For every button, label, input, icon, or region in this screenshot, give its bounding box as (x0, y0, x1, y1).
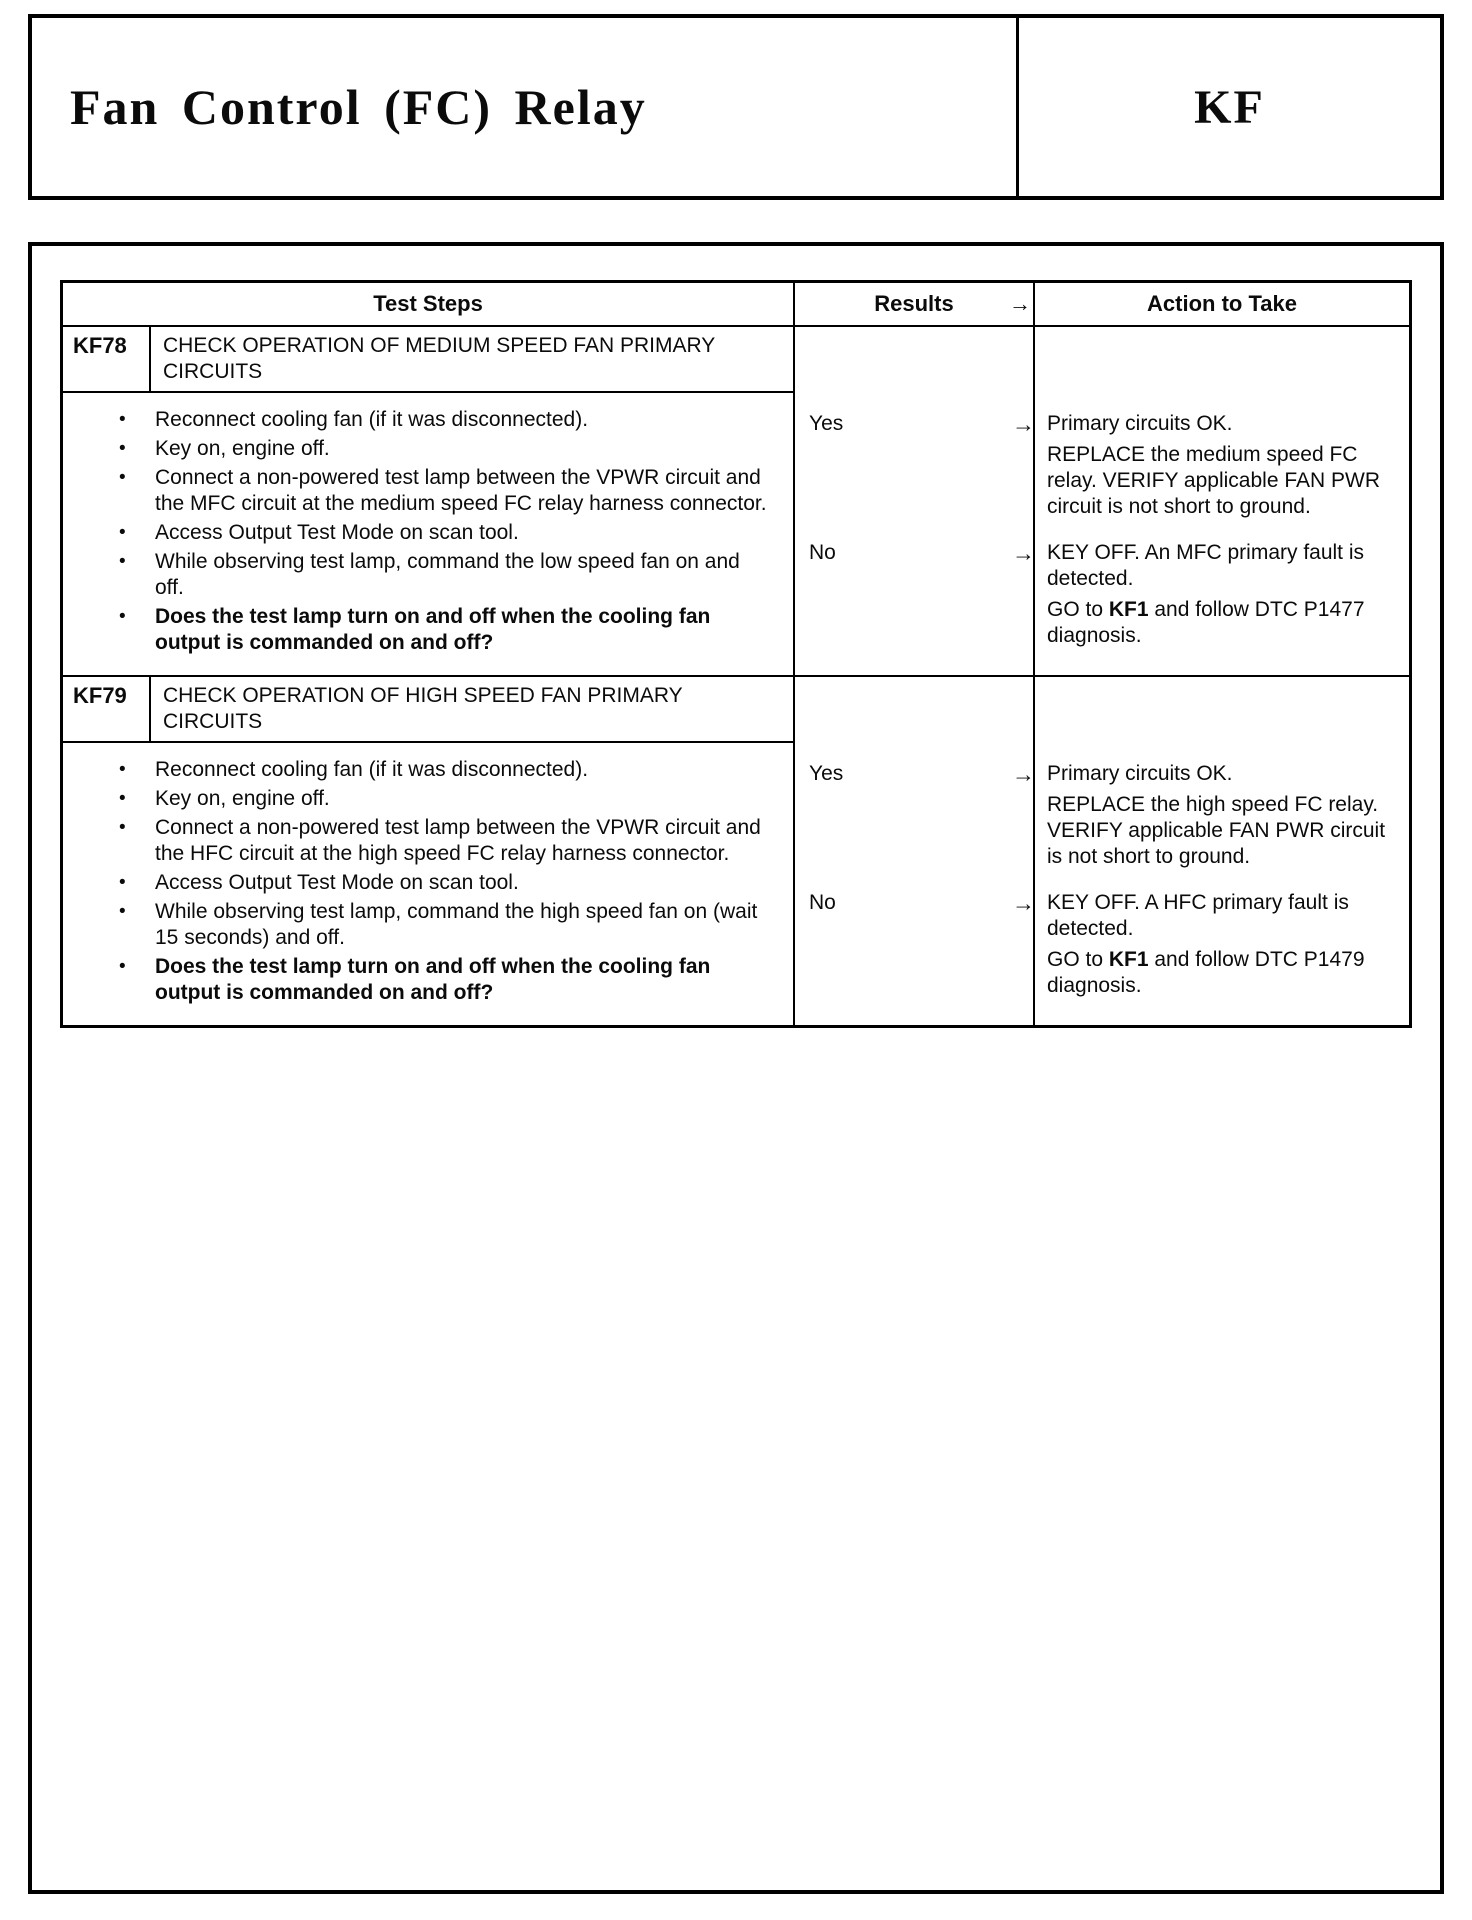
step-title: CHECK OPERATION OF MEDIUM SPEED FAN PRIMARY CIRCUITS (163, 334, 715, 383)
action-no (1033, 870, 1409, 999)
step-heading (63, 677, 793, 743)
bullet-icon: • (119, 522, 126, 543)
goto-step-ref: KF1 (1108, 598, 1149, 621)
step-text: Connect a non-powered test lamp between the VPWR circuit and the HFC circuit at the high speed FC relay harness connector. (155, 816, 761, 865)
list-item (63, 757, 767, 783)
action-goto-line (1047, 597, 1399, 649)
header-test-steps: Test Steps (373, 291, 483, 316)
code-cell (1016, 18, 1440, 196)
action-line: REPLACE the high speed FC relay. VERIFY applicable FAN PWR circuit is not short to ground. (1047, 793, 1386, 868)
step-text: Reconnect cooling fan (if it was disconnected). (155, 408, 589, 431)
list-item-question (63, 604, 767, 656)
bullet-icon: • (119, 872, 126, 893)
goto-step-ref: KF1 (1108, 948, 1149, 971)
step-question: Does the test lamp turn on and off when the cooling fan output is commanded on and off? (155, 605, 711, 654)
results-action-cell (793, 327, 1409, 675)
list-item-question (63, 954, 767, 1006)
step-text: Key on, engine off. (155, 787, 330, 810)
goto-prefix: GO to (1047, 598, 1109, 621)
result-no-label: No (809, 541, 836, 564)
steps-cell (63, 327, 793, 675)
result-yes-label: Yes (809, 412, 844, 435)
result-no (795, 870, 1033, 999)
list-item (63, 899, 767, 951)
step-text: While observing test lamp, command the low speed fan on and off. (155, 550, 740, 599)
action-yes (1033, 327, 1409, 520)
action-line: Primary circuits OK. (1047, 762, 1233, 785)
step-text: Access Output Test Mode on scan tool. (155, 521, 519, 544)
title-box (28, 14, 1444, 200)
step-text: Key on, engine off. (155, 437, 330, 460)
list-item (63, 436, 767, 462)
action-goto-line (1047, 947, 1399, 999)
test-row-kf79 (63, 675, 1409, 1025)
bullet-icon: • (119, 409, 126, 430)
action-line: KEY OFF. A HFC primary fault is detected. (1047, 891, 1349, 940)
column-divider (1033, 999, 1409, 1025)
action-line: REPLACE the medium speed FC relay. VERIFY applicable FAN PWR circuit is not short to ground. (1047, 443, 1381, 518)
action-line: Primary circuits OK. (1047, 412, 1233, 435)
step-text: While observing test lamp, command the high speed fan on (wait 15 seconds) and off. (155, 900, 758, 949)
step-text: Connect a non-powered test lamp between the VPWR circuit and the MFC circuit at the medium speed FC relay harness connector. (155, 466, 767, 515)
action-yes (1033, 677, 1409, 870)
arrow-icon: → (1012, 761, 1035, 787)
title-cell (32, 18, 1016, 196)
content-box (28, 242, 1444, 1894)
list-item (63, 549, 767, 601)
result-no-label: No (809, 891, 836, 914)
step-heading (63, 327, 793, 393)
list-item (63, 870, 767, 896)
column-divider (1033, 649, 1409, 675)
page-code: KF (1194, 80, 1265, 134)
list-item (63, 786, 767, 812)
bullet-icon: • (119, 467, 126, 488)
result-yes-label: Yes (809, 762, 844, 785)
bullet-icon: • (119, 817, 126, 838)
header-results-label: Results (874, 291, 954, 316)
bullet-icon: • (119, 788, 126, 809)
step-question: Does the test lamp turn on and off when the cooling fan output is commanded on and off? (155, 955, 711, 1004)
list-item (63, 520, 767, 546)
arrow-icon: → (1012, 411, 1035, 437)
bullet-icon: • (119, 551, 126, 572)
arrow-icon: → (1012, 540, 1035, 566)
goto-suffix: and follow DTC P1477 diagnosis. (1047, 598, 1365, 647)
header-action-to-take: Action to Take (1033, 283, 1409, 325)
list-item (63, 815, 767, 867)
bullet-icon: • (119, 956, 126, 977)
step-title: CHECK OPERATION OF HIGH SPEED FAN PRIMARY CIRCUITS (163, 684, 683, 733)
test-row-kf78 (63, 327, 1409, 675)
result-yes (795, 677, 1033, 870)
goto-prefix: GO to (1047, 948, 1109, 971)
steps-list (63, 393, 793, 675)
bullet-icon: • (119, 759, 126, 780)
steps-cell (63, 677, 793, 1025)
bullet-icon: • (119, 901, 126, 922)
action-no (1033, 520, 1409, 649)
action-line: KEY OFF. An MFC primary fault is detected. (1047, 541, 1365, 590)
result-yes (795, 327, 1033, 520)
step-text: Access Output Test Mode on scan tool. (155, 871, 519, 894)
list-item (63, 465, 767, 517)
list-item (63, 407, 767, 433)
bullet-icon: • (119, 438, 126, 459)
goto-suffix: and follow DTC P1479 diagnosis. (1047, 948, 1365, 997)
step-code: KF79 (63, 677, 151, 741)
arrow-icon: → (1012, 890, 1035, 916)
bullet-icon: • (119, 606, 126, 627)
table-header-row (63, 283, 1409, 327)
results-action-cell (793, 677, 1409, 1025)
steps-list (63, 743, 793, 1025)
page-title: Fan Control (FC) Relay (70, 79, 647, 135)
result-no (795, 520, 1033, 649)
arrow-icon: → (1009, 291, 1031, 316)
step-code: KF78 (63, 327, 151, 391)
test-table (60, 280, 1412, 1028)
step-text: Reconnect cooling fan (if it was disconnected). (155, 758, 589, 781)
header-results (793, 283, 1033, 325)
